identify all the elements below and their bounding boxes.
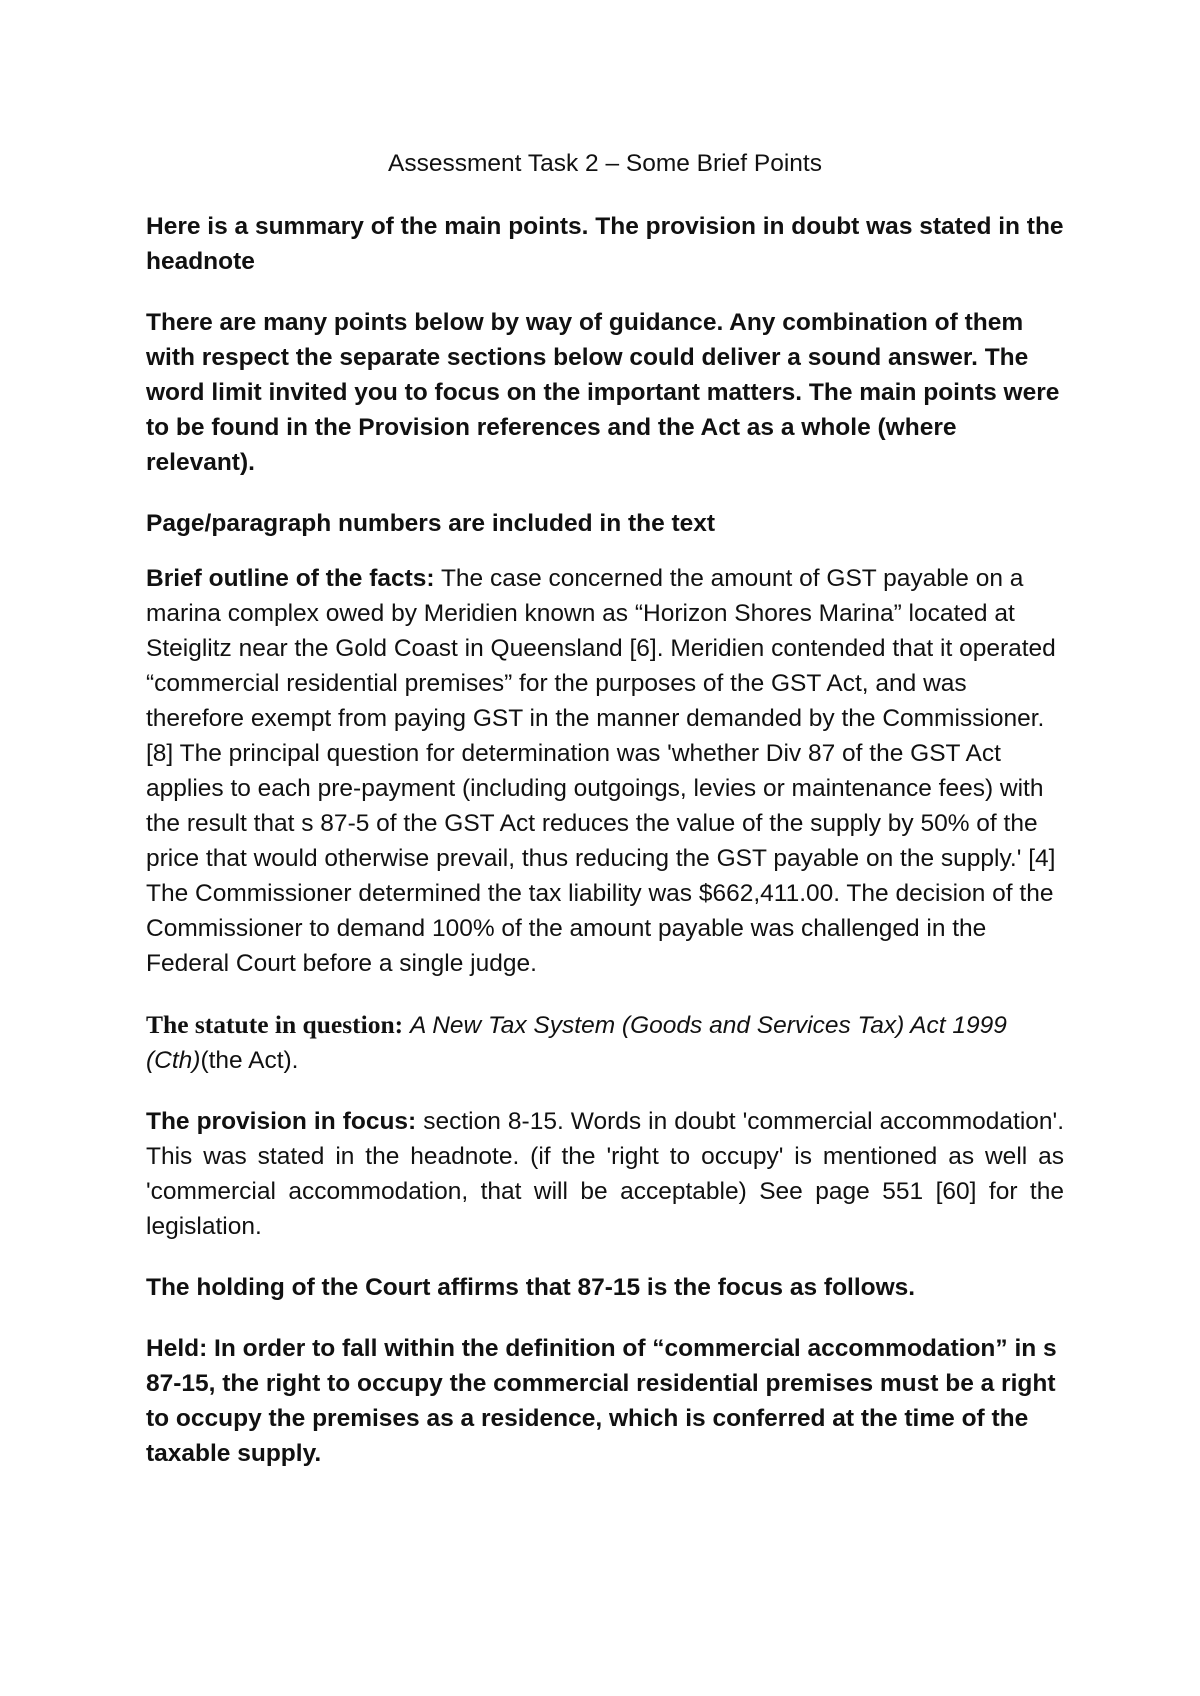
provision-label: The provision in focus: [146,1108,417,1135]
provision-paragraph [146,1104,1064,1244]
holding-paragraph: The holding of the Court affirms that 87-15 is the focus as follows. [146,1274,916,1301]
facts-label: Brief outline of the facts: [146,565,435,592]
statute-title: A New Tax System (Goods and Services Tax) Act 1999 (Cth) [146,1012,1007,1074]
facts-text: The case concerned the amount of GST payable on a marina complex owed by Meridien known as “Horizon Shores Marina” located at Steiglitz near the Gold Coast in Queensland [6]. Meridien contended that it operated “commercial residential premises” for the purposes of the GST Act, and was therefore exempt from paying GST in the manner demanded by the Commissioner.[8] The principal question for determination was 'whether Div 87 of the GST Act applies to each pre-payment (including outgoings, levies or maintenance fees) with the result that s 87-5 of the GST Act reduces the value of the supply by 50% of the price that would otherwise prevail, thus reducing the GST payable on the supply.' [4] The Commissioner determined the tax liability was $662,411.00. The decision of the Commissioner to demand 100% of the amount payable was challenged in the Federal Court before a single judge. [146,565,1056,977]
provision-text: section 8-15. Words in doubt 'commercial accommodation'. This was stated in the headnote. (if the 'right to occupy' is mentioned as well as 'commercial accommodation, that will be acceptable) See page 551 [60] for the legislation. [146,1108,1064,1240]
summary-paragraph: Here is a summary of the main points. The provision in doubt was stated in the headnote [146,213,1064,275]
statute-label: The statute in question: [146,1010,404,1039]
facts-paragraph [146,561,1064,981]
held-paragraph: Held: In order to fall within the definition of “commercial accommodation” in s 87-15, the right to occupy the commercial residential premises must be a right to occupy the premises as a residence, which is conferred at the time of the taxable supply. [146,1335,1057,1467]
statute-suffix: (the Act). [200,1047,299,1074]
page-numbers-note: Page/paragraph numbers are included in the text [146,510,716,537]
document-title: Assessment Task 2 – Some Brief Points [388,150,822,177]
guidance-paragraph: There are many points below by way of guidance. Any combination of them with respect the separate sections below could deliver a sound answer. The word limit invited you to focus on the important matters. The main points were to be found in the Provision references and the Act as a whole (where relevant). [146,309,1060,476]
statute-paragraph [146,1007,1064,1078]
document-page [146,146,1064,1497]
